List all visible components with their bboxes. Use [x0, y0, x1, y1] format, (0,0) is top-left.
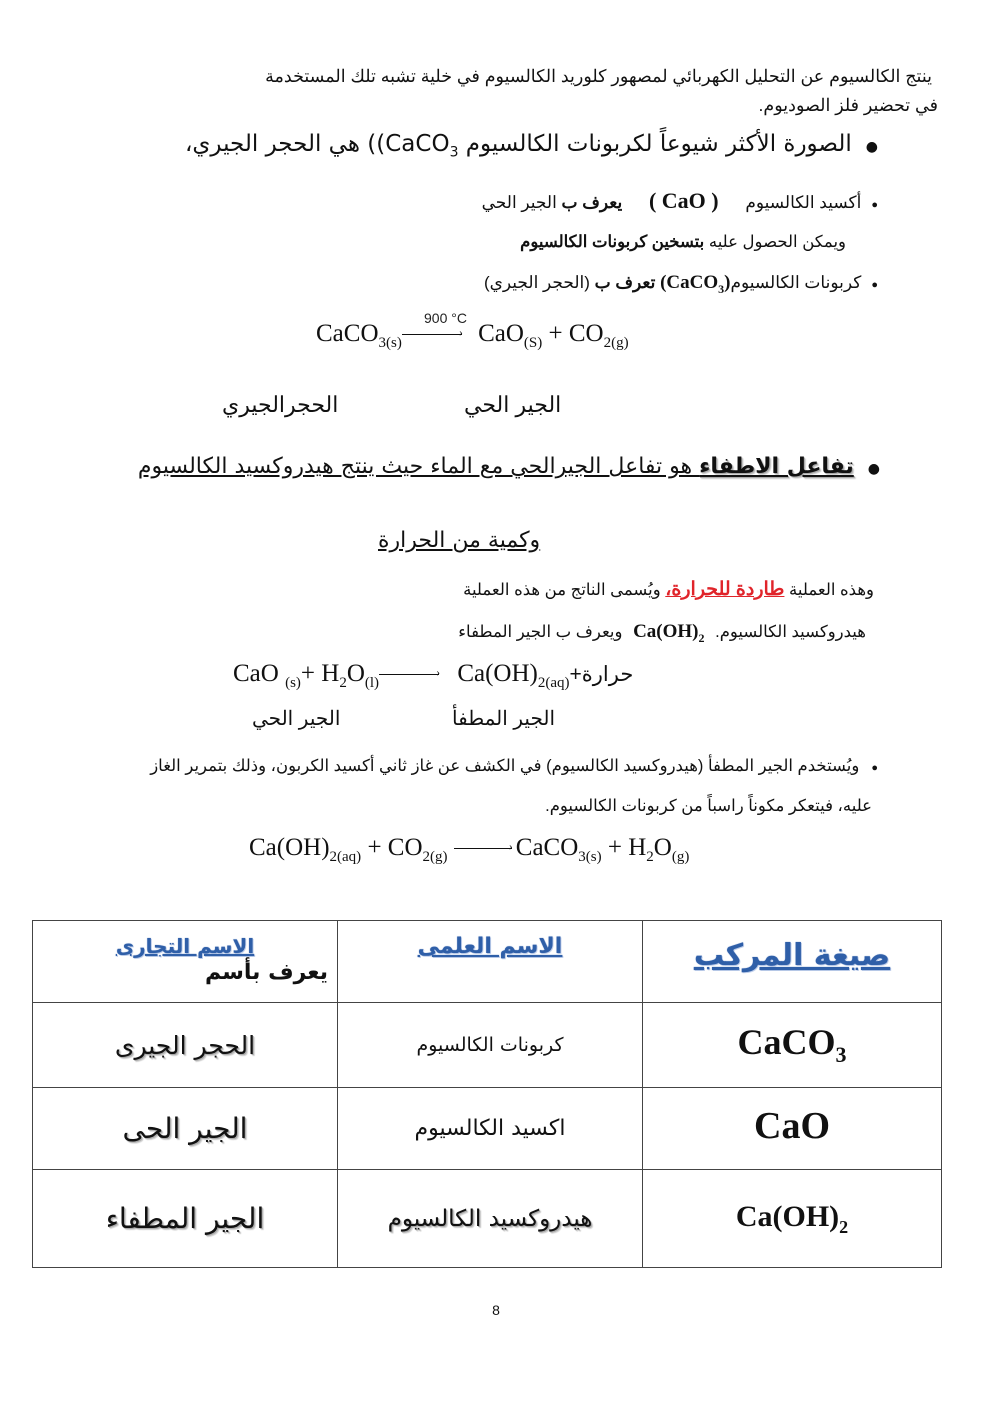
- formula-cell: CaO: [643, 1088, 942, 1170]
- bullet-dot: ●: [871, 279, 878, 291]
- exothermic-line: وهذه العملية طاردة للحرارة، ويُسمى الناتج من هذه العملية: [463, 579, 874, 600]
- limestone-suffix: ) هي الحجر الجيري،: [184, 131, 377, 157]
- bullet-slaking: [60, 454, 880, 479]
- bullet-dot: ●: [867, 461, 880, 477]
- page-number: 8: [492, 1302, 500, 1318]
- table-row: [33, 1170, 942, 1268]
- eq1-label-quicklime: الجير الحي: [464, 392, 562, 417]
- scientific-name-cell: كربونات الكالسيوم: [338, 1003, 643, 1088]
- hydroxide-formula: $Ca(OH)_2$: [633, 621, 705, 645]
- equation-limestone-decomposition: CaCO$_{3(s)}$› $CaO_{(S)} + CO_{2(g)}$: [316, 320, 629, 351]
- hydroxide-line: هيدروكسيد الكالسيوم. $Ca(OH)_2$ ويعرف ب الجير المطفاء: [458, 621, 866, 645]
- eq2-label-slaked: الجير المطفأ: [452, 708, 556, 730]
- cao-obtain-bold: بتسخين كربونات الكالسيوم: [520, 233, 705, 251]
- caco3-name: كربونات الكالسيوم: [730, 273, 862, 292]
- caco3-formula: (CaCO$_3$): [660, 272, 731, 296]
- bullet-cao: [300, 188, 878, 214]
- reaction-arrow: [379, 674, 439, 675]
- eq1-temperature: 900 °C: [424, 310, 467, 326]
- cao-obtain-line: [300, 232, 846, 252]
- intro-line-2: في تحضير فلز الصوديوم.: [758, 95, 938, 115]
- table-header-row: [33, 921, 942, 1003]
- bullet-caco3: [300, 272, 878, 297]
- formula-cell: CaCO$_3$: [643, 1003, 942, 1088]
- scientific-name-cell: اكسيد الكالسيوم: [338, 1088, 643, 1170]
- compounds-table: [32, 920, 942, 1268]
- eq1-label-limestone: الحجرالجيري: [222, 392, 339, 417]
- commercial-name-cell: الحجر الجيرى: [33, 1003, 338, 1088]
- slaking-text: هو تفاعل الجيرالحي مع الماء حيث ينتج هيدروكسيد الكالسيوم: [137, 454, 700, 479]
- reaction-arrow: [402, 334, 462, 335]
- commercial-name-cell: الجير المطفاء: [33, 1170, 338, 1268]
- bullet-dot: ●: [865, 139, 878, 155]
- formula-cell: $Ca(OH)_2$: [643, 1170, 942, 1268]
- equation-slaking: CaO $_{(s)}+ H_2O_{(l)}^›$ $Ca(OH)_{2(aq)}حرارة+$: [233, 660, 634, 691]
- intro-line-1: ينتج الكالسيوم عن التحليل الكهربائي لمصهور كلوريد الكالسيوم في خلية تشبه تلك المستخدمة: [265, 66, 932, 86]
- commercial-name-cell: الجير الحى: [33, 1088, 338, 1170]
- bullet-limestone: [100, 131, 878, 161]
- equation-limewater-test: $Ca(OH)_{2(aq)} + CO_{2(g)}$ › CaCO$_{3(s)}$ + $H_2O_{(g)}$: [249, 834, 690, 865]
- cao-common-name: الجير الحي: [481, 193, 557, 212]
- table-row: [33, 1003, 942, 1088]
- eq2-label-quicklime: الجير الحي: [252, 708, 341, 730]
- scientific-name-cell: هيدروكسيد الكالسيوم: [338, 1170, 643, 1268]
- caco3-common-name: (الحجر الجيري): [483, 273, 590, 292]
- cao-name: أكسيد الكالسيوم: [745, 193, 862, 212]
- exothermic-highlight: طاردة للحرارة،: [665, 579, 785, 600]
- header-commercial-name: الاسم التجارى يعرف بأسم: [33, 921, 338, 1003]
- limestone-formula: (CaCO$_3$: [376, 131, 459, 161]
- caco3-known-as: تعرف ب: [594, 273, 656, 292]
- header-known-as: يعرف بأسم: [205, 960, 328, 985]
- cao-obtain-text: ويمكن الحصول عليه: [708, 233, 846, 251]
- slaking-title: تفاعل الاطفاء: [699, 454, 854, 479]
- usage-line-2: عليه، فيتعكر مكوناً راسباً من كربونات الكالسيوم.: [545, 797, 872, 815]
- bullet-dot: ●: [871, 199, 878, 211]
- slaking-line-2: وكمية من الحرارة: [378, 528, 541, 553]
- bullet-dot: ●: [871, 762, 878, 774]
- reaction-arrow: [454, 848, 512, 849]
- header-scientific-name: الاسم العلمى: [338, 921, 643, 1003]
- cao-known-as: يعرف ب: [561, 193, 623, 212]
- cao-formula: ( CaO ): [648, 188, 719, 213]
- table-row: [33, 1088, 942, 1170]
- usage-line-1: ●ويُستخدم الجير المطفأ (هيدروكسيد الكالسيوم) في الكشف عن غاز ثاني أكسيد الكربون، وذلك بتمرير الغاز: [150, 757, 878, 775]
- limestone-prefix: الصورة الأكثر شيوعاً لكربونات الكالسيوم: [465, 131, 852, 157]
- header-formula: صيغة المركب: [643, 921, 942, 1003]
